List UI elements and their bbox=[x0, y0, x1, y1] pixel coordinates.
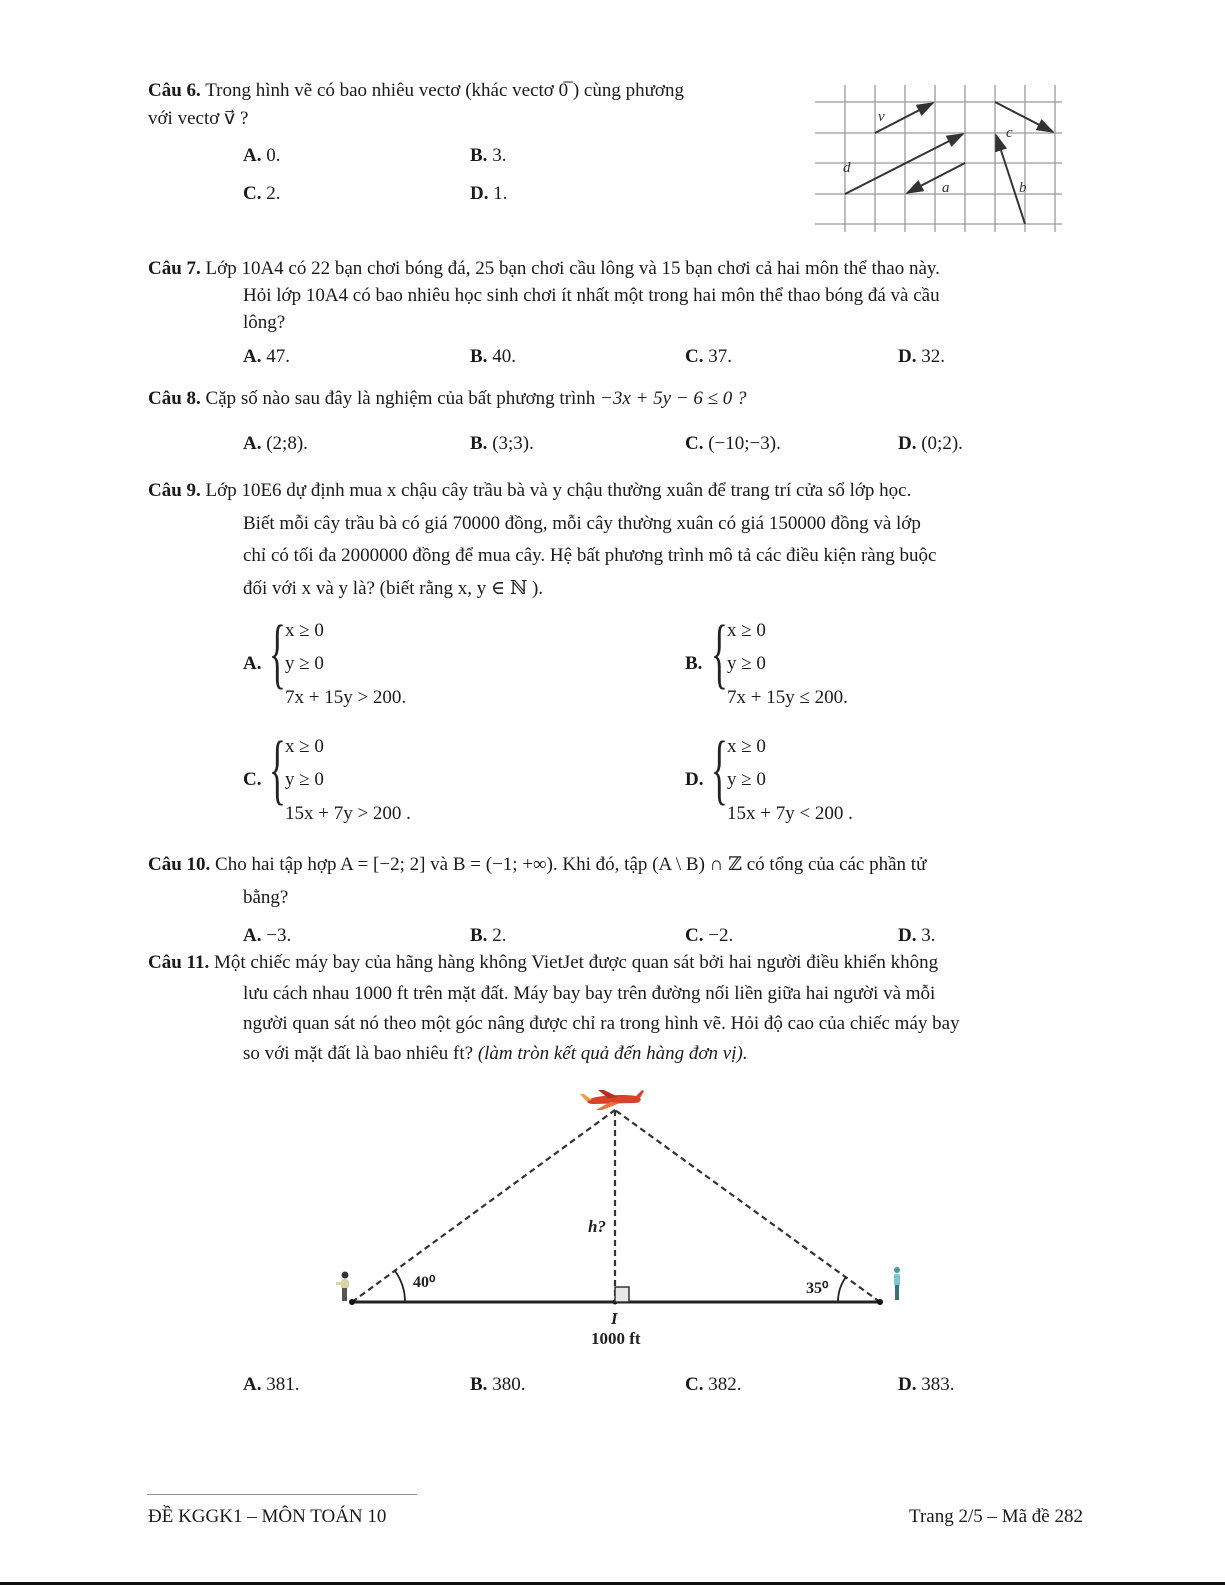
q6-text-1: Trong hình vẽ có bao nhiêu vectơ (khác vectơ 0̅ ) cùng phương bbox=[205, 80, 684, 101]
brace-icon: { bbox=[269, 725, 286, 812]
q11-label: Câu 11. bbox=[148, 952, 210, 973]
airplane-icon bbox=[580, 1090, 644, 1110]
q7-label: Câu 7. bbox=[148, 258, 201, 279]
q8-text-1: Cặp số nào sau đây là nghiệm của bất phương trình bbox=[205, 388, 596, 409]
vector-c-label: c⃗ bbox=[1006, 125, 1025, 141]
q6-option-c[interactable]: C. 2. bbox=[243, 183, 281, 204]
q8-option-c[interactable]: C. (−10;−3). bbox=[685, 433, 781, 454]
q7-option-c[interactable]: C. 37. bbox=[685, 346, 732, 367]
q11-option-a[interactable]: A. 381. bbox=[243, 1374, 300, 1395]
q7-text-1: Lớp 10A4 có 22 bạn chơi bóng đá, 25 bạn chơi cầu lông và 15 bạn chơi cả hai môn thể thao này. bbox=[205, 258, 940, 279]
q8-inequality: −3x + 5y − 6 ≤ 0 ? bbox=[600, 388, 747, 409]
q10-option-c[interactable]: C. −2. bbox=[685, 925, 734, 946]
vector-d-label: d⃗ bbox=[843, 160, 863, 176]
q7-line-1 bbox=[148, 258, 940, 280]
q6-line-2: với vectơ v⃗ ? bbox=[148, 108, 249, 129]
brace-icon: { bbox=[269, 609, 286, 696]
q9-text-1: Lớp 10E6 dự định mua x chậu cây trầu bà và y chậu thường xuân để trang trí cửa sổ lớp học. bbox=[205, 480, 912, 501]
q11-option-b[interactable]: B. 380. bbox=[470, 1374, 526, 1395]
foot-label: I bbox=[611, 1309, 618, 1328]
q8-option-a[interactable]: A. (2;8). bbox=[243, 433, 308, 454]
q7-line-3: lông? bbox=[243, 312, 286, 333]
grid-lines bbox=[815, 85, 1062, 232]
q9-line-1 bbox=[148, 480, 911, 502]
vector-grid-figure bbox=[810, 80, 1070, 240]
q11-rounding-note: (làm tròn kết quả đến hàng đơn vị). bbox=[477, 1043, 748, 1064]
q6-option-d[interactable]: D. 1. bbox=[470, 183, 508, 204]
q10-option-b[interactable]: B. 2. bbox=[470, 925, 507, 946]
q9-line-4: đối với x và y là? (biết rằng x, y ∈ ℕ ). bbox=[243, 578, 544, 599]
brace-icon: { bbox=[711, 609, 728, 696]
footer-exam-title: ĐỀ KGGK1 – MÔN TOÁN 10 bbox=[148, 1506, 387, 1527]
q9-line-2: Biết mỗi cây trầu bà có giá 70000 đồng, mỗi cây thường xuân có giá 150000 đồng và lớp bbox=[243, 513, 921, 534]
q8-label: Câu 8. bbox=[148, 388, 201, 409]
q11-line-1 bbox=[148, 952, 938, 974]
brace-icon: { bbox=[711, 725, 728, 812]
q10-option-d[interactable]: D. 3. bbox=[898, 925, 936, 946]
left-angle-arc bbox=[395, 1271, 405, 1302]
q9-option-c[interactable]: C. { x ≥ 0 y ≥ 0 15x + 7y > 200 . bbox=[243, 725, 411, 824]
right-angle-marker bbox=[615, 1287, 629, 1302]
q11-text-1: Một chiếc máy bay của hãng hàng không VietJet được quan sát bởi hai người điều khiển không bbox=[214, 952, 939, 973]
q6-option-b[interactable]: B. 3. bbox=[470, 145, 507, 166]
left-sight-line bbox=[352, 1110, 615, 1302]
right-angle-arc bbox=[838, 1277, 846, 1302]
vector-a-label: a⃗ bbox=[942, 180, 962, 196]
q7-option-a[interactable]: A. 47. bbox=[243, 346, 290, 367]
right-angle-label: 35⁰ bbox=[806, 1280, 829, 1297]
q7-option-d[interactable]: D. 32. bbox=[898, 346, 945, 367]
q10-label: Câu 10. bbox=[148, 854, 211, 875]
q6-line-1 bbox=[148, 80, 684, 102]
q9-label: Câu 9. bbox=[148, 480, 201, 501]
q11-line-2: lưu cách nhau 1000 ft trên mặt đất. Máy bay bay trên đường nối liền giữa hai người và mỗi bbox=[243, 983, 936, 1004]
footer-page-info: Trang 2/5 – Mã đề 282 bbox=[909, 1506, 1083, 1527]
q9-line-3: chỉ có tối đa 2000000 đồng để mua cây. Hệ bất phương trình mô tả các điều kiện ràng buộc bbox=[243, 545, 937, 566]
q7-line-2: Hỏi lớp 10A4 có bao nhiêu học sinh chơi ít nhất một trong hai môn thể thao bóng đá và cầu bbox=[243, 285, 940, 306]
footer-divider bbox=[147, 1494, 417, 1495]
vector-v-label: v⃗ bbox=[878, 109, 897, 125]
vector-b-label: b⃗ bbox=[1019, 180, 1039, 196]
right-sight-line bbox=[615, 1110, 880, 1302]
q8-line-1 bbox=[148, 388, 747, 410]
q9-option-a[interactable]: A. { x ≥ 0 y ≥ 0 7x + 15y > 200. bbox=[243, 609, 407, 708]
q10-text-1: Cho hai tập hợp A = [−2; 2] và B = (−1; +∞). Khi đó, tập (A \ B) ∩ ℤ có tổng của các phần tử bbox=[215, 854, 927, 875]
left-observer-icon bbox=[336, 1272, 349, 1302]
q11-option-d[interactable]: D. 383. bbox=[898, 1374, 955, 1395]
q8-option-d[interactable]: D. (0;2). bbox=[898, 433, 963, 454]
right-observer-icon bbox=[894, 1267, 900, 1300]
q9-option-d[interactable]: D. { x ≥ 0 y ≥ 0 15x + 7y < 200 . bbox=[685, 725, 853, 824]
q9-option-b[interactable]: B. { x ≥ 0 y ≥ 0 7x + 15y ≤ 200. bbox=[685, 609, 848, 708]
q6-option-a[interactable]: A. 0. bbox=[243, 145, 281, 166]
q10-line-2: bằng? bbox=[243, 887, 289, 908]
airplane-elevation-diagram bbox=[320, 1080, 920, 1360]
q7-option-b[interactable]: B. 40. bbox=[470, 346, 516, 367]
left-angle-label: 40⁰ bbox=[413, 1274, 436, 1291]
q8-option-b[interactable]: B. (3;3). bbox=[470, 433, 534, 454]
q6-label: Câu 6. bbox=[148, 80, 201, 101]
height-label: h? bbox=[588, 1217, 606, 1236]
q11-line-3: người quan sát nó theo một góc nâng được chỉ ra trong hình vẽ. Hỏi độ cao của chiếc máy bay bbox=[243, 1013, 960, 1034]
q10-line-1 bbox=[148, 853, 926, 876]
distance-label: 1000 ft bbox=[591, 1329, 641, 1348]
q10-option-a[interactable]: A. −3. bbox=[243, 925, 292, 946]
q11-option-c[interactable]: C. 382. bbox=[685, 1374, 742, 1395]
q11-line-4: so với mặt đất là bao nhiêu ft? (làm tròn kết quả đến hàng đơn vị). bbox=[243, 1043, 748, 1064]
